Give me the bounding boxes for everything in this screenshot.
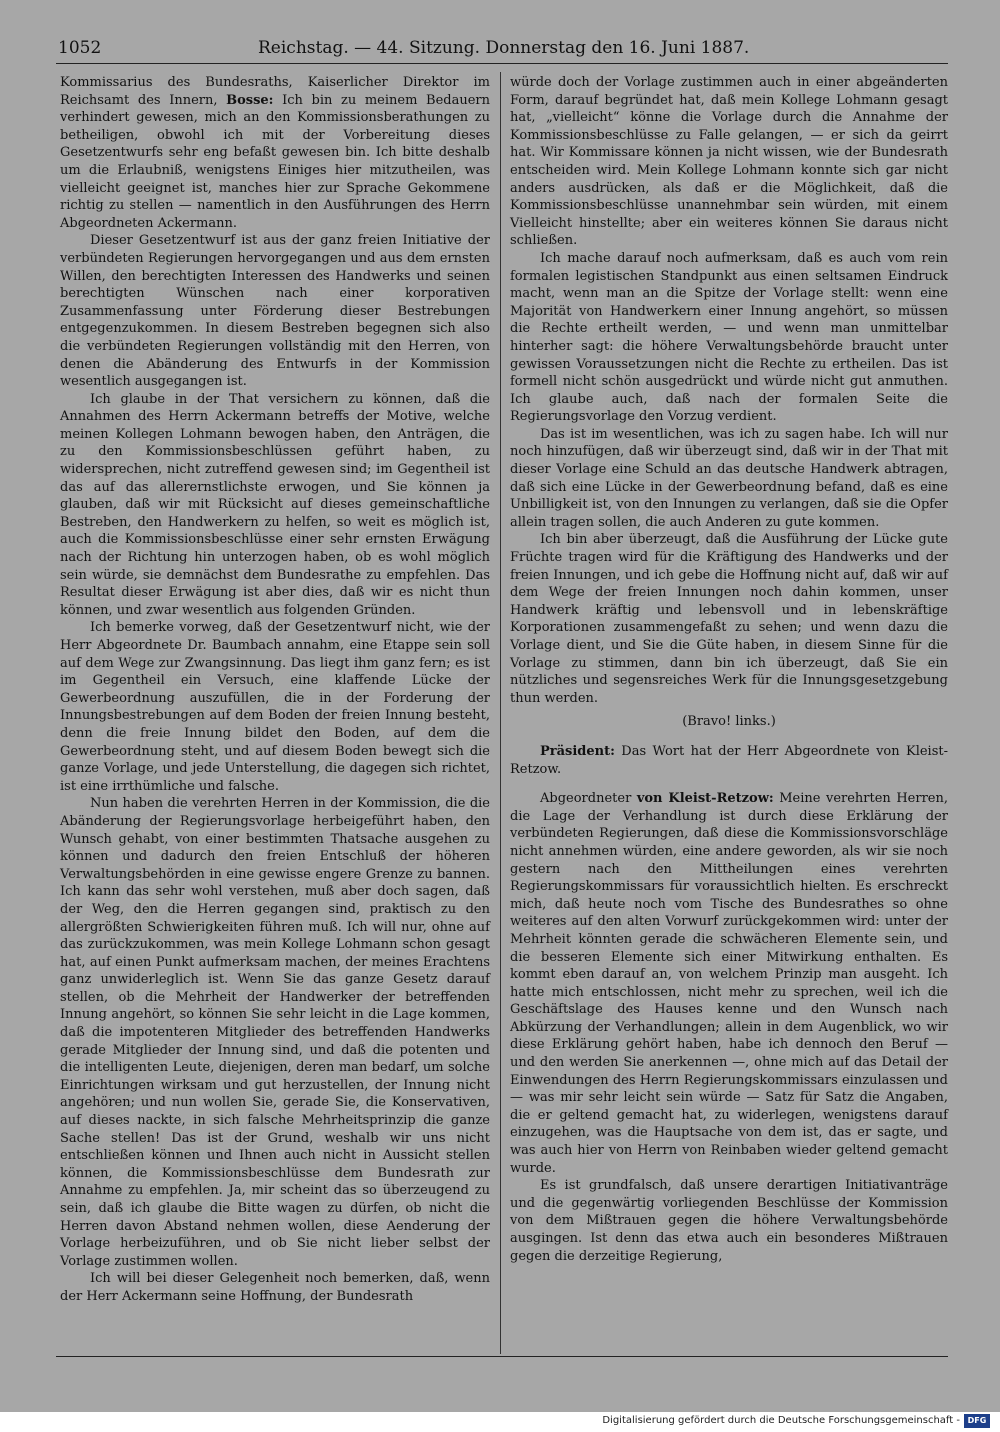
speaker-name: Bosse: <box>226 92 274 108</box>
paragraph: Dieser Gesetzentwurf ist aus der ganz freien Initiative der verbündeten Regierungen hervorgegangen und aus dem ernsten Willen, den berechtigten Interessen des Handwerks und seinen berechtigten Wünschen nach einer korporativen Zusammenfassung unter Förderung dieser Bestrebungen entgegenzukommen. In diesem Bestreben begegnen sich also die verbündeten Regierungen vollständig mit den Herren, von denen die Abänderung des Entwurfs in der Kommission wesentlich ausgegangen ist. <box>60 233 490 390</box>
header-rule <box>56 63 948 64</box>
paragraph: Nun haben die verehrten Herren in der Kommission, die die Abänderung der Regierungsvorlage herbeigeführt haben, den Wunsch gehabt, von einer bestimmten Thatsache ausgehen zu können und dadurch den freien Entschluß der höheren Verwaltungsbehörden in eine gewisse engere Grenze zu bannen. Ich kann das sehr wohl verstehen, muß aber doch sagen, daß der Weg, den die Herren gegangen sind, praktisch zu den allergrößten Schwierigkeiten führen muß. Ich will nur, ohne auf das zurückzukommen, was mein Kollege Lohmann schon gesagt hat, auf einen Punkt aufmerksam machen, der meines Erachtens ganz unwiderleglich ist. Wenn Sie das ganze Gesetz darauf stellen, ob die Mehrheit der Handwerker der betreffenden Innung angehört, so können Sie sehr leicht in die Lage kommen, daß die impotenteren Mitglieder des betreffenden Handwerks gerade Mitglieder der Innung sind, und daß die potenten und die intelligenten Leute, diejenigen, deren man bedarf, um solche Einrichtungen wirksam und gut herzustellen, der Innung nicht angehören; und nun wollen Sie, gerade Sie, die Konservativen, auf dieses nackte, in sich falsche Mehrheitsprinzip die ganze Sache stellen! Das ist der Grund, weshalb wir uns nicht entschließen können und Ihnen auch nicht in Aussicht stellen können, die Kommissionsbeschlüsse dem Bundesrath zur Annahme zu empfehlen. Ja, mir scheint das so überzeugend zu sein, daß ich glaube die Bitte wagen zu dürfen, ob nicht die Herren davon Abstand nehmen wollen, diese Aenderung der Vorlage herbeizuführen, und ob Sie nicht lieber selbst der Vorlage zustimmen wollen. <box>60 796 490 1269</box>
paragraph: Ich bemerke vorweg, daß der Gesetzentwurf nicht, wie der Herr Abgeordnete Dr. Baumbach annahm, eine Etappe sein soll auf dem Wege zur Zwangsinnung. Das liegt ihm ganz fern; es ist im Gegentheil ein Versuch, eine klaffende Lücke der Gewerbeordnung auszufüllen, die in der Forderung der Innungsbestrebungen auf dem Boden der freien Innung besteht, denn die freie Innung bildet den Boden, auf dem die Gewerbeordnung steht, und auf diesem Boden bewegt sich die ganze Vorlage, und jede Unterstellung, die dagegen sich richtet, ist eine irrthümliche und falsche. <box>60 620 490 794</box>
digitization-footer <box>0 1412 1000 1432</box>
paragraph: Ich will bei dieser Gelegenheit noch bemerken, daß, wenn der Herr Ackermann seine Hoffnung, der Bundesrath <box>60 1271 490 1304</box>
paragraph: Es ist grundfalsch, daß unsere derartigen Initiativanträge und die gegenwärtig vorliegenden Beschlüsse der Kommission von dem Mißtrauen gegen die höhere Verwaltungsbehörde ausgingen. Ist denn das etwa auch ein besonderes Mißtrauen gegen die derzeitige Regierung, <box>510 1178 948 1264</box>
speaker-name: von Kleist-Retzow: <box>636 791 774 807</box>
dfg-logo: DFG <box>964 1414 990 1428</box>
paragraph: Abgeordneter von Kleist-Retzow: Meine verehrten Herren, die Lage der Verhandlung ist durch diese Erklärung der verbündeten Regierungen, daß diese die Kommissionsvorschläge nicht annehmen würden, eine andere geworden, als wir sie noch gestern nach den Mittheilungen eines verehrten Regierungskommissars für voraussichtlich hielten. Es erschreckt mich, daß heute noch vom Tische des Bundesrathes so ohne weiteres auf den alten Vorwurf zurückgekommen wird: unter der Mehrheit könnten gerade die schwächeren Elemente sein, und die besseren Elemente sich einer Mitwirkung enthalten. Es kommt eben darauf an, von welchem Prinzip man ausgeht. Ich hatte mich entschlossen, nicht mehr zu sprechen, weil ich die Geschäftslage des Hauses kenne und den Wunsch nach Abkürzung der Verhandlungen; allein in dem Augenblick, wo wir diese Erklärung gehört haben, habe ich dennoch den Beruf — und den werden Sie anerkennen —, ohne mich auf das Detail der Einwendungen des Herrn Regierungskommissars einzulassen und — was mir sehr leicht sein würde — Satz für Satz die Angaben, die er geltend gemacht hat, zu widerlegen, wenigstens darauf einzugehen, was die Hauptsache von dem ist, das er sagte, und was auch hier von Herrn von Reinbaben wieder geltend gemacht wurde. <box>510 791 948 1176</box>
speaker-name: Präsident: <box>540 743 615 759</box>
right-column <box>510 74 948 1265</box>
paragraph: Ich mache darauf noch aufmerksam, daß es auch vom rein formalen legistischen Standpunkt aus einen seltsamen Eindruck macht, wenn man an die Spitze der Vorlage stellt: wenn eine Majorität von Handwerkern einer Innung angehört, so müssen die Rechte ertheilt werden, — und wenn man unmittelbar hinterher sagt: die höhere Verwaltungsbehörde braucht unter gewissen Voraussetzungen nicht die Rechte zu ertheilen. Das ist formell nicht schön ausgedrückt und würde nicht gut anmuthen. Ich glaube auch, daß nach der formalen Seite die Regierungsvorlage den Vorzug verdient. <box>510 250 948 425</box>
paragraph: Ich glaube in der That versichern zu können, daß die Annahmen des Herrn Ackermann betreffs der Motive, welche meinen Kollegen Lohmann bewogen haben, den Anträgen, die zu den Kommissionsbeschlüssen geführt haben, zu widersprechen, nicht zutreffend gewesen sind; im Gegentheil ist das auf das allerernstlichste erwogen, und Sie können ja glauben, daß wir mit Rücksicht auf dieses gemeinschaftliche Bestreben, den Handwerkern zu helfen, so weit es möglich ist, auch die Kommissionsbeschlüsse einer sehr ernsten Erwägung nach der Richtung hin unterzogen haben, ob es wohl möglich sein würde, sie demnächst dem Bundesrathe zu empfehlen. Das Resultat dieser Erwägung ist aber dies, daß wir es nicht thun können, und zwar wesentlich aus folgenden Gründen. <box>60 391 490 618</box>
column-divider <box>500 72 501 1354</box>
funding-credit: Digitalisierung gefördert durch die Deutsche Forschungsgemeinschaft - <box>602 1415 960 1426</box>
applause-note: (Bravo! links.) <box>682 714 776 730</box>
paragraph: Das ist im wesentlichen, was ich zu sagen habe. Ich will nur noch hinzufügen, daß wir überzeugt sind, daß wir in der That mit dieser Vorlage eine Schuld an das deutsche Handwerk abtragen, daß sich eine Lücke in der Gewerbeordnung befand, daß es eine Unbilligkeit ist, von den Innungen zu verlangen, daß sie die Opfer allein tragen sollen, die auch Anderen zu gute kommen. <box>510 426 948 530</box>
paragraph: würde doch der Vorlage zustimmen auch in einer abgeänderten Form, darauf begründet hat, daß mein Kollege Lohmann gesagt hat, „vielleicht“ könne die Vorlage durch die Annahme der Kommissionsbeschlüsse zu Falle gelangen, — er sich da geirrt hat. Wir Kommissare können ja nicht wissen, wie der Bundesrath entscheiden wird. Mein Kollege Lohmann konnte sich gar nicht anders ausdrücken, als daß er die Möglichkeit, daß die Kommissionsbeschlüsse unannehmbar sein würden, mit einem Vielleicht hinstellte; aber ein weiteres können Sie daraus nicht schließen. <box>510 75 948 249</box>
left-column <box>60 74 490 1306</box>
paragraph: Kommissarius des Bundesraths, Kaiserlicher Direktor im Reichsamt des Innern, Bosse: Ich bin zu meinem Bedauern verhindert gewesen, mich an den Kommissionsberathungen zu betheiligen, obwohl ich mit der Vorbereitung dieses Gesetzentwurfs sehr eng befaßt gewesen bin. Ich bitte deshalb um die Erlaubniß, wenigstens Einiges hier mitzutheilen, was vielleicht geeignet ist, manches hier zur Sprache Gekommene richtig zu stellen — namentlich in den Ausführungen des Herrn Abgeordneten Ackermann. <box>60 75 490 231</box>
paragraph: Ich bin aber überzeugt, daß die Ausführung der Lücke gute Früchte tragen wird für die Kräftigung des Handwerks und der freien Innungen, und ich gebe die Hoffnung nicht auf, daß wir auf dem Wege der freien Innungen noch dahin kommen, unser Handwerk kräftig und lebensvoll und in lebenskräftige Korporationen zusammengefaßt zu sehen; und wenn dazu die Vorlage dient, und Sie die Güte haben, in diesem Sinne für die Vorlage zu stimmen, dann bin ich überzeugt, daß Sie ein nützliches und segensreiches Werk für die Innungsgesetzgebung thun werden. <box>510 532 948 706</box>
page-number: 1052 <box>58 38 102 58</box>
footer-rule <box>56 1356 948 1357</box>
running-title: Reichstag. — 44. Sitzung. Donnerstag den 16. Juni 1887. <box>258 38 750 58</box>
page-header <box>58 38 946 62</box>
paragraph: Präsident: Das Wort hat der Herr Abgeordnete von Kleist-Retzow. <box>510 743 948 777</box>
